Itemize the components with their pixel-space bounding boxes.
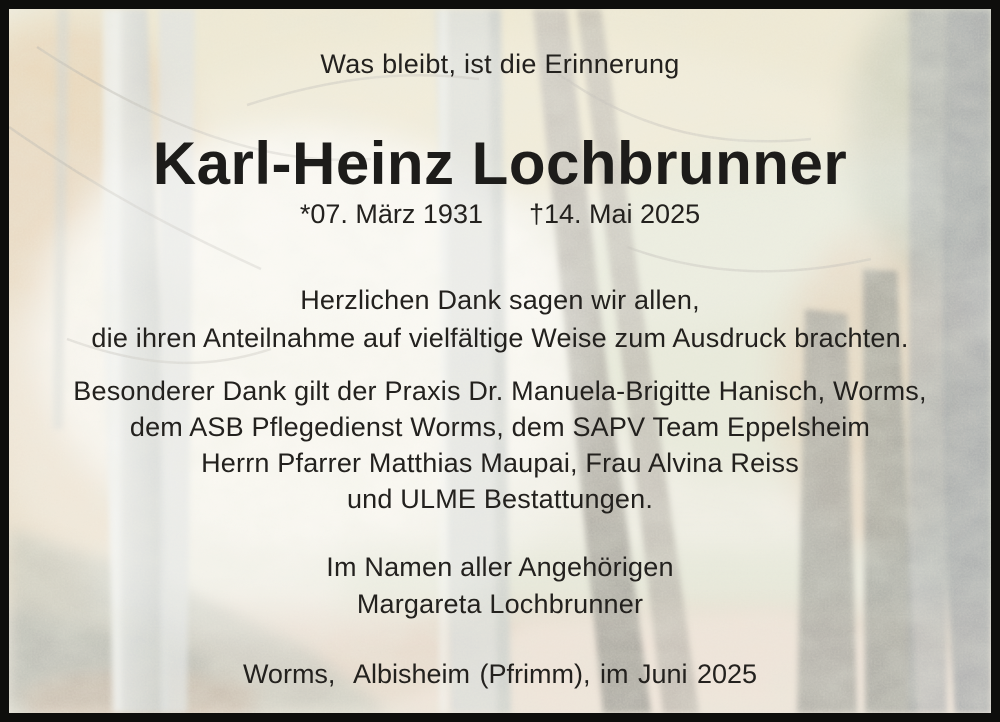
epigraph: Was bleibt, ist die Erinnerung: [320, 49, 680, 79]
special-thanks-line: dem ASB Pflegedienst Worms, dem SAPV Team Eppelsheim: [129, 412, 871, 442]
deceased-name: Karl-Heinz Lochbrunner: [152, 130, 848, 197]
notice-text: [9, 9, 991, 713]
thanks-paragraph: [9, 281, 991, 357]
thanks-line: Herzlichen Dank sagen wir allen,: [300, 285, 700, 315]
thanks-line: die ihren Anteilnahme auf vielfältige Weise zum Ausdruck brachten.: [91, 323, 909, 353]
birth-date: *07. März 1931: [299, 199, 483, 229]
special-thanks-paragraph: [9, 373, 991, 517]
life-dates: [9, 197, 991, 231]
signature-block: [9, 549, 991, 623]
special-thanks-line: Besonderer Dank gilt der Praxis Dr. Manuela-Brigitte Hanisch, Worms,: [73, 376, 927, 406]
signature-line: Im Namen aller Angehörigen: [326, 552, 674, 582]
special-thanks-line: und ULME Bestattungen.: [346, 484, 654, 514]
signature-line: Margareta Lochbrunner: [356, 589, 644, 619]
place-dateline: Worms, Albisheim (Pfrimm), im Juni 2025: [242, 659, 758, 689]
special-thanks-line: Herrn Pfarrer Matthias Maupai, Frau Alvina Reiss: [201, 448, 799, 478]
death-date: †14. Mai 2025: [528, 199, 701, 229]
